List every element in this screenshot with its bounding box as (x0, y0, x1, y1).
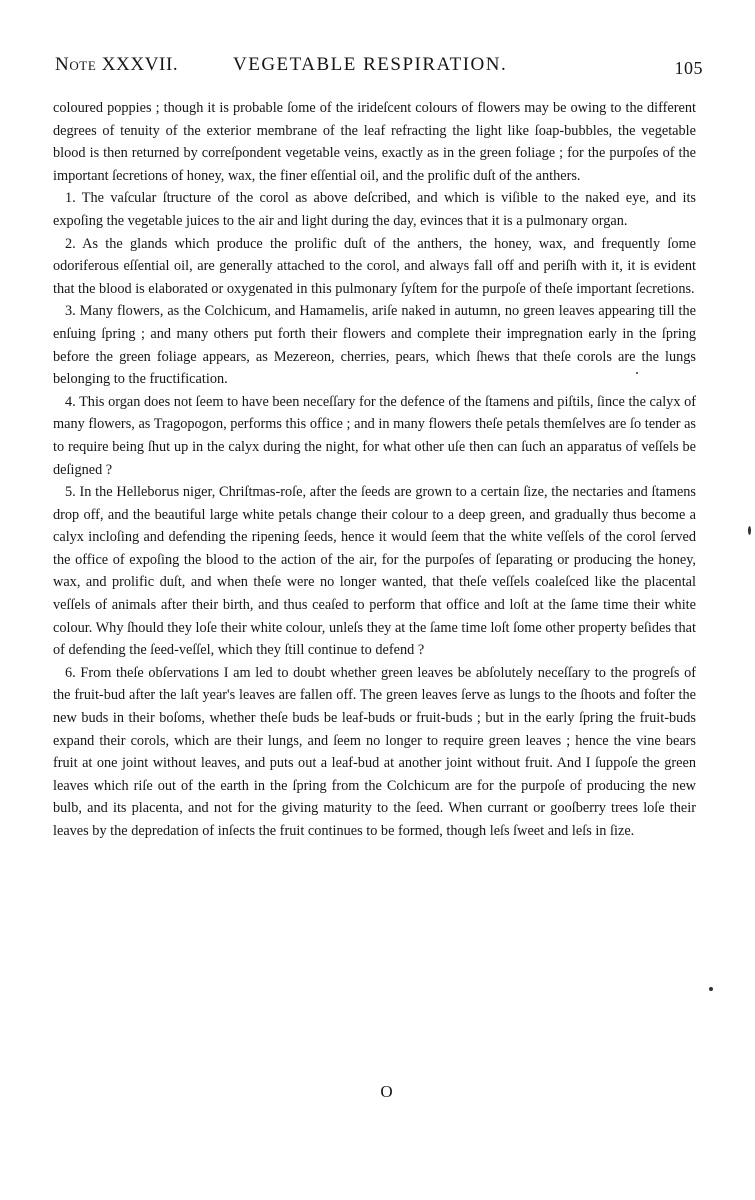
paragraph-6: 6. From theſe obſervations I am led to doubt whether green leaves be abſolutely neceſſary to the progreſs of the fruit-bud after the laſt year's leaves are fallen off. The green leaves ſerve as lungs to the ſhoots and foſter the new buds in their boſoms, whether theſe buds be leaf-buds or fruit-buds ; but in the early ſpring the fruit-buds expand their corols, which are their lungs, and ſeem no longer to require green leaves ; hence the vine bears fruit at one joint without leaves, and puts out a leaf-bud at another joint without fruit. And I ſuppoſe the green leaves which riſe out of the earth in the ſpring from the Colchicum are for the purpoſe of producing the new bulb, and its placenta, and not for the giving maturity to the ſeed. When currant or gooſberry trees loſe their leaves by the depredation of inſects the fruit continues to be formed, though leſs ſweet and leſs in ſize. (53, 664, 696, 839)
running-title: VEGETABLE RESPIRATION. (233, 54, 508, 75)
paragraph-2: 2. As the glands which produce the prolific duſt of the anthers, the honey, wax, and frequently ſome odoriferous eſſential oil, are generally attached to the corol, and always fall off and periſh with it, it is evident that the blood is elaborated or oxygenated in this pulmonary ſyſtem for the purpoſe of theſe important ſecretions. (53, 235, 696, 297)
note-number: Note XXXVII. (55, 54, 179, 75)
paragraph-4: 4. This organ does not ſeem to have been neceſſary for the defence of the ſtamens and piſtils, ſince the calyx of many flowers, as Tragopogon, performs this office ; and in many flowers theſe petals themſelves are ſo tender as to require being ſhut up in the calyx during the night, for what other uſe then can ſuch an apparatus of veſſels be deſigned ? (53, 393, 696, 478)
ink-speck (709, 987, 713, 991)
running-header (55, 52, 703, 86)
paragraph-1: 1. The vaſcular ſtructure of the corol as above deſcribed, and which is viſible to the naked eye, and its expoſing the vegetable juices to the air and light during the day, evinces that it is a pulmonary organ. (53, 190, 696, 229)
ink-speck (636, 372, 638, 374)
paragraph-continuation: coloured poppies ; though it is probable ſome of the irideſcent colours of flowers may be owing to the different degrees of tenuity of the exterior membrane of the leaf refracting the light like ſoap-bubbles, the vegetable blood is then returned by correſpondent vegetable veins, exactly as in the green foliage ; for the purpoſes of the important ſecretions of honey, wax, the finer eſſential oil, and the prolific duſt of the anthers. (53, 100, 696, 184)
paragraph-3: 3. Many flowers, as the Colchicum, and Hamamelis, ariſe naked in autumn, no green leaves appearing till the enſuing ſpring ; and many others put forth their flowers and complete their impregnation early in the ſpring before the green foliage appears, as Mezereon, cherries, pears, which ſhews that theſe corols are the lungs belonging to the fructification. (53, 303, 696, 388)
page-number: 105 (674, 58, 703, 78)
paragraph-5: 5. In the Helleborus niger, Chriſtmas-roſe, after the ſeeds are grown to a certain ſize, the nectaries and ſtamens drop off, and the beautiful large white petals change their colour to a deep green, and gradually thus become a calyx incloſing and defending the ripening ſeeds, hence it would ſeem that the white veſſels of the corol ſerved the office of expoſing the blood to the action of the air, for the purpoſes of ſeparating or producing the honey, wax, and prolific duſt, and when theſe were no longer wanted, that theſe veſſels coaleſced like the placental veſſels of animals after their birth, and thus ceaſed to perform that office and loſt at the ſame time their white colour. Why ſhould they loſe their white colour, unleſs they at the ſame time loſt ſome other property beſides that of defending the ſeed-veſſel, which they ſtill continue to defend ? (53, 484, 696, 659)
signature-mark: O (380, 1082, 393, 1101)
ink-speck (748, 526, 751, 535)
body-text (53, 97, 696, 843)
